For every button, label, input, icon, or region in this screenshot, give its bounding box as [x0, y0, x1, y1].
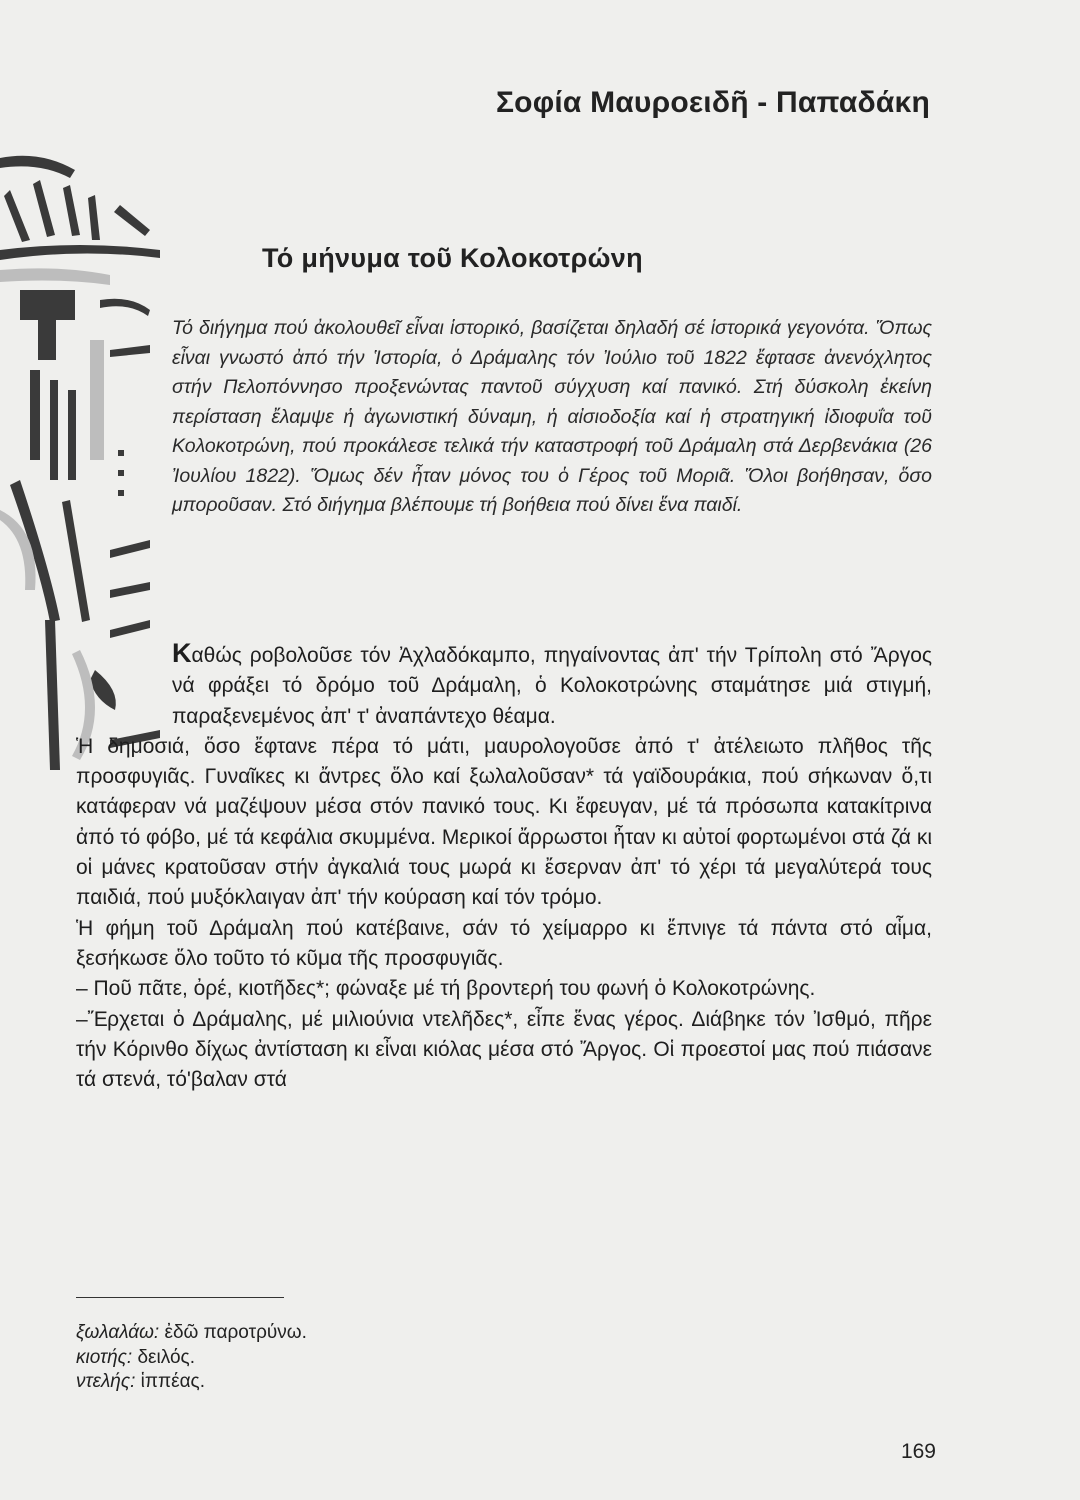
- footnote-term: ξωλαλάω:: [76, 1322, 160, 1343]
- footnote: [76, 1346, 576, 1371]
- footnote-term: ντελής:: [76, 1371, 136, 1392]
- footnote: [76, 1321, 576, 1346]
- body-paragraph: Ἡ δημοσιά, ὅσο ἔφτανε πέρα τό μάτι, μαυρολογοῦσε ἀπό τ' ἀτέλειωτο πλῆθος τῆς προσφυγιᾶς. Γυναῖκες κι ἄντρες ὅλο καί ξωλαλοῦσαν* τά γαϊδουράκια, πού σήκωναν ὅ,τι κατάφεραν νά μαζέψουν μέσα στόν πανικό τους. Κι ἔφευγαν, μέ τά πρόσωπα κατακίτρινα ἀπό τό φόβο, μέ τά κεφάλια σκυμμένα. Μερικοί ἄρρωστοι ἦταν κι αὐτοί φορτωμένοι στά ζά κι οἱ μάνες κρατοῦσαν στήν ἀγκαλιά τους μωρά κι ἔσερναν ἀπ' τό χέρι τά μεγαλύτερά τους παιδιά, πού μυξόκλαιγαν ἀπ' τήν κούραση καί τόν τρόμο.: [76, 734, 932, 910]
- footnote-term: κιοτής:: [76, 1346, 133, 1368]
- intro-paragraph: Τό διήγημα πού ἀκολουθεῖ εἶναι ἱστορικό, βασίζεται δηλαδή σέ ἱστορικά γεγονότα. Ὅπως εἶναι γνωστό ἀπό τήν Ἱστορία, ὁ Δράμαλης τόν Ἰούλιο τοῦ 1822 ἔφτασε ἀνενόχλητος στήν Πελοπόννησο προξενώντας παντοῦ σύγχυση καί πανικό. Στή δύσκολη ἐκείνη περίσταση ἔλαμψε ἡ ἀγωνιστική δύναμη, ἡ αἰσιοδοξία καί ἡ στρατηγική ἰδιοφυΐα τοῦ Κολοκοτρώνη, πού προκάλεσε τελικά τήν καταστροφή τοῦ Δράμαλη στά Δερβενάκια (26 Ἰουλίου 1822). Ὅμως δέν ἦταν μόνος του ὁ Γέρος τοῦ Μοριᾶ. Ὅλοι βοήθησαν, ὅσο μποροῦσαν. Στό διήγημα βλέπουμε τή βοήθεια πού δίνει ἕνα παιδί.: [172, 317, 932, 516]
- footnote-meaning: ἱππέας.: [140, 1371, 205, 1392]
- footnote-meaning: ἐδῶ παροτρύνω.: [164, 1322, 307, 1343]
- story-title: Τό μήνυμα τοῦ Κολοκοτρώνη: [262, 243, 643, 273]
- footnote-meaning: δειλός.: [137, 1346, 195, 1368]
- body-paragraph: Ἡ φήμη τοῦ Δράμαλη πού κατέβαινε, σάν τό χείμαρρο κι ἔπνιγε τά πάντα στό αἷμα, ξεσήκωσε ὅλο τοῦτο τό κῦμα τῆς προσφυγιᾶς.: [76, 916, 932, 970]
- body-paragraph: [172, 638, 932, 732]
- story-body: [76, 638, 932, 1095]
- dialogue-line: –Ἔρχεται ὁ Δράμαλης, μέ μιλιούνια ντελῆδες*, εἶπε ἕνας γέρος. Διάβηκε τόν Ἰσθμό, πῆρε τήν Κόρινθο δίχως ἀντίσταση κι εἶναι κιόλας μέσα στό Ἄργος. Οἱ προεστοί μας πού πιάσανε τά στενά, τό'βαλαν στά: [76, 1007, 932, 1092]
- dialogue-line: – Ποῦ πᾶτε, ὀρέ, κιοτῆδες*; φώναξε μέ τή βροντερή του φωνή ὁ Κολοκοτρώνης.: [76, 977, 816, 1001]
- footnote: [76, 1370, 576, 1395]
- body-paragraph-text: αθώς ροβολοῦσε τόν Ἀχλαδόκαμπο, πηγαίνοντας ἀπ' τήν Τρίπολη στό Ἄργος νά φράξει τό δρόμο τοῦ Δράμαλη, ὁ Κολοκοτρώνης σταμάτησε μιά στιγμή, παραξενεμένος ἀπ' τ' ἀναπάντεχο θέαμα.: [172, 644, 932, 728]
- footnotes: [76, 1321, 576, 1395]
- drop-cap: Κ: [172, 638, 192, 668]
- author-name: Σοφία Μαυροειδῆ - Παπαδάκη: [495, 86, 930, 119]
- footnote-divider: [76, 1297, 284, 1298]
- page-number: 169: [900, 1440, 936, 1463]
